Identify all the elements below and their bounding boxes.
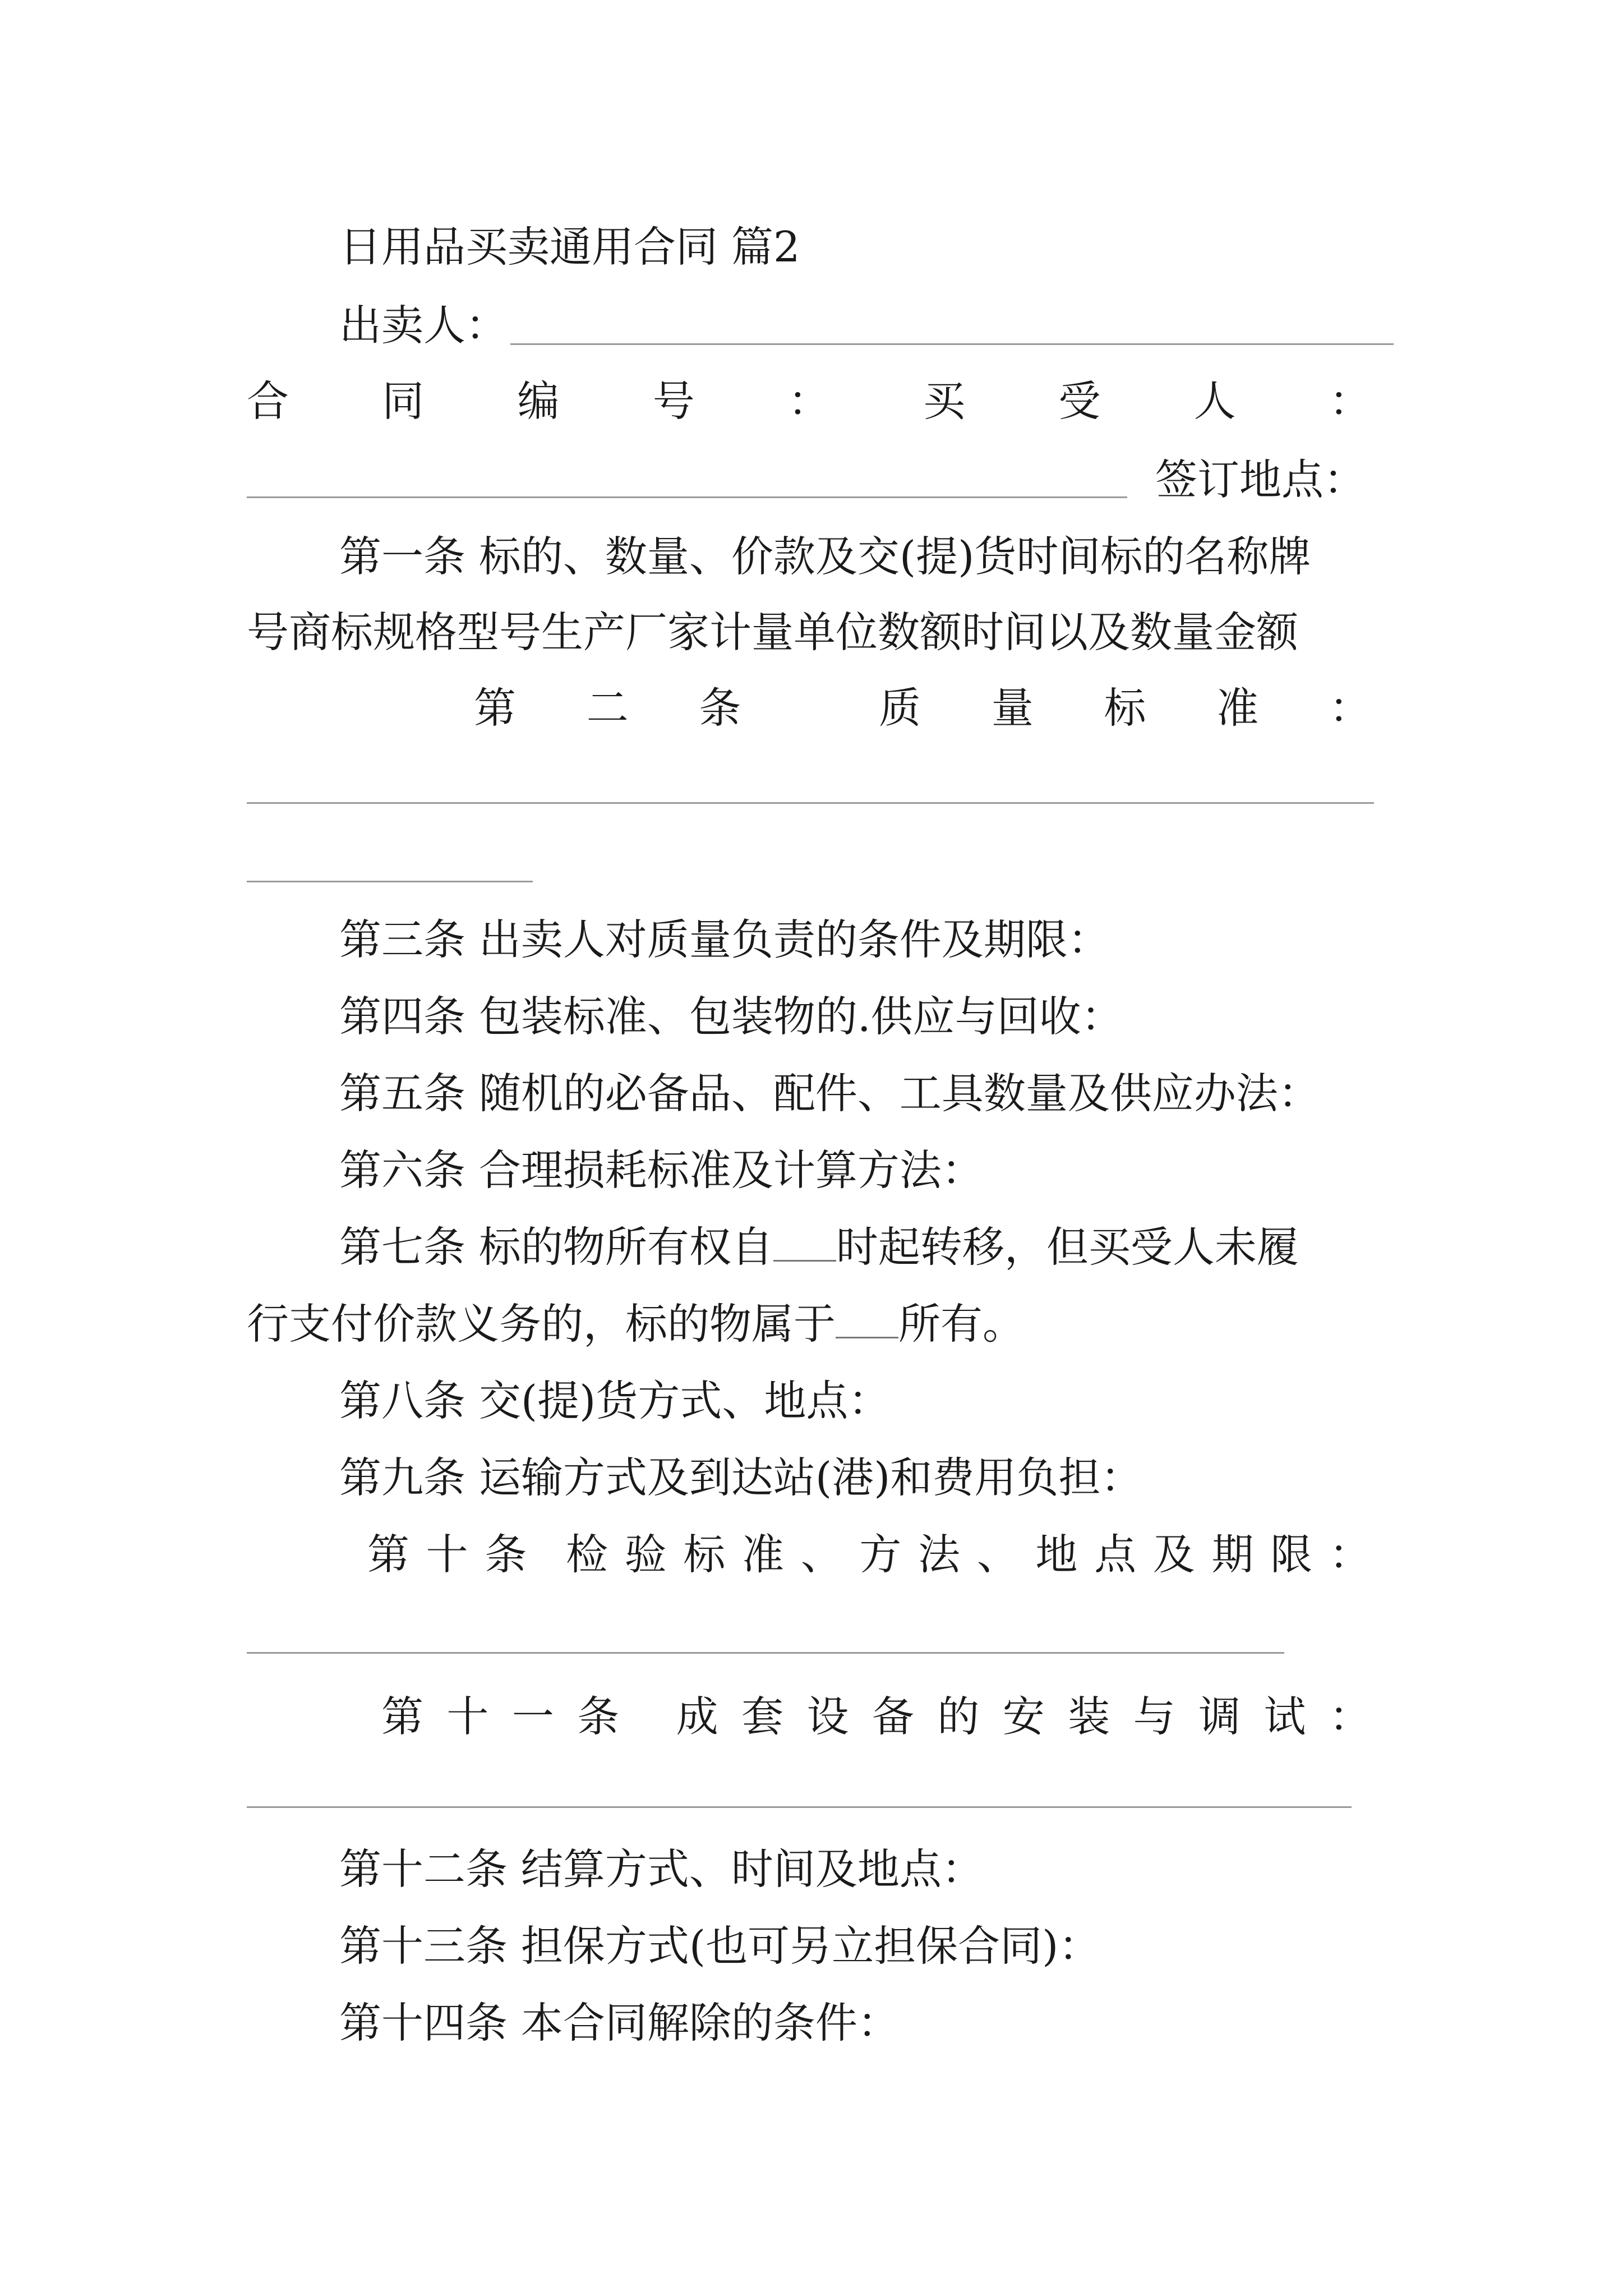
char: 及 [1152,1530,1195,1579]
char: 十 [426,1530,468,1579]
article-6: 第六条 合理损耗标准及计算方法： [339,1145,984,1195]
article-10-blank-line [247,1652,1284,1654]
article-14: 第十四条 本合同解除的条件： [339,1998,900,2047]
article-1-line-2: 号商标规格型号生产厂家计量单位数额时间以及数量金额 [247,608,1299,657]
article-5: 第五条 随机的必备品、配件、工具数量及供应办法： [339,1069,1320,1118]
seller-blank-line [510,343,1394,345]
char: 二 [586,683,629,733]
char: 装 [1068,1692,1110,1741]
ownership-transfer-blank [773,1221,836,1262]
char: ： [1329,1692,1371,1741]
char: 点 [1094,1530,1137,1579]
char: ： [1329,1530,1371,1579]
char: 套 [741,1692,784,1741]
article-12: 第十二条 结算方式、时间及地点： [339,1844,984,1894]
char: 条 [699,683,741,733]
document-title: 日用品买卖通用合同 篇2 [339,222,800,272]
char: ： [1329,376,1371,426]
char: 期 [1211,1530,1254,1579]
char: 标 [1104,683,1146,733]
char: 条 [485,1530,527,1579]
char: 第 [367,1530,410,1579]
char: 合 [247,376,289,426]
char: 准 [1216,683,1259,733]
char: 第 [381,1692,424,1741]
char: ： [787,376,830,426]
char: 、 [976,1530,1019,1579]
char: 检 [566,1530,608,1579]
char: 编 [517,376,560,426]
char: 调 [1198,1692,1241,1741]
article-7-text-d: 所有。 [898,1299,1025,1349]
char: 设 [806,1692,849,1741]
article-7-line-2 [247,1296,1025,1352]
char: 方 [859,1530,902,1579]
sign-place-label: 签订地点： [1155,455,1366,504]
char: 质 [879,683,921,733]
article-2-blank-line-1 [247,802,1374,804]
char: 同 [382,376,425,426]
article-11-row [381,1688,1371,1745]
article-4: 第四条 包装标准、包装物的.供应与回收： [339,992,1123,1041]
article-10-row [367,1526,1371,1582]
char: 量 [991,683,1034,733]
char: 备 [872,1692,914,1741]
char: 准 [742,1530,785,1579]
char: 买 [923,376,966,426]
article-7-line-1 [339,1219,1299,1275]
article-7-text-a: 第七条 标的物所有权自 [339,1222,773,1272]
article-8: 第八条 交(提)货方式、地点： [339,1376,891,1425]
contract-number-buyer-row [247,373,1371,429]
char: 法 [918,1530,961,1579]
char: 限 [1270,1530,1313,1579]
char: 成 [676,1692,718,1741]
char: 条 [577,1692,620,1741]
char: 地 [1035,1530,1078,1579]
seller-label: 出卖人： [339,301,508,350]
char: 标 [683,1530,726,1579]
char: 安 [1002,1692,1045,1741]
article-7-text-c: 行支付价款义务的，标的物属于 [247,1299,836,1349]
char: 的 [937,1692,980,1741]
char: 号 [652,376,695,426]
article-11-blank-line [247,1806,1352,1808]
article-3: 第三条 出卖人对质量负责的条件及期限： [339,915,1110,964]
char: 验 [624,1530,667,1579]
char: 、 [800,1530,843,1579]
article-13: 第十三条 担保方式(也可另立担保合同)： [339,1921,1101,1971]
char: 试 [1264,1692,1306,1741]
char: ： [1329,683,1371,733]
article-2-blank-line-2 [247,881,533,882]
buyer-blank-line [247,496,1127,498]
article-7-text-b: 时起转移，但买受人未履 [836,1222,1299,1272]
article-1-line-1: 第一条 标的、数量、价款及交(提)货时间标的名称牌 [339,532,1311,581]
char: 一 [511,1692,554,1741]
article-2-row [474,680,1371,736]
char: 受 [1058,376,1101,426]
article-9: 第九条 运输方式及到达站(港)和费用负担： [339,1453,1143,1502]
char: 人 [1193,376,1236,426]
char: 十 [446,1692,489,1741]
char: 与 [1133,1692,1175,1741]
owner-blank [836,1297,898,1338]
char: 第 [474,683,517,733]
